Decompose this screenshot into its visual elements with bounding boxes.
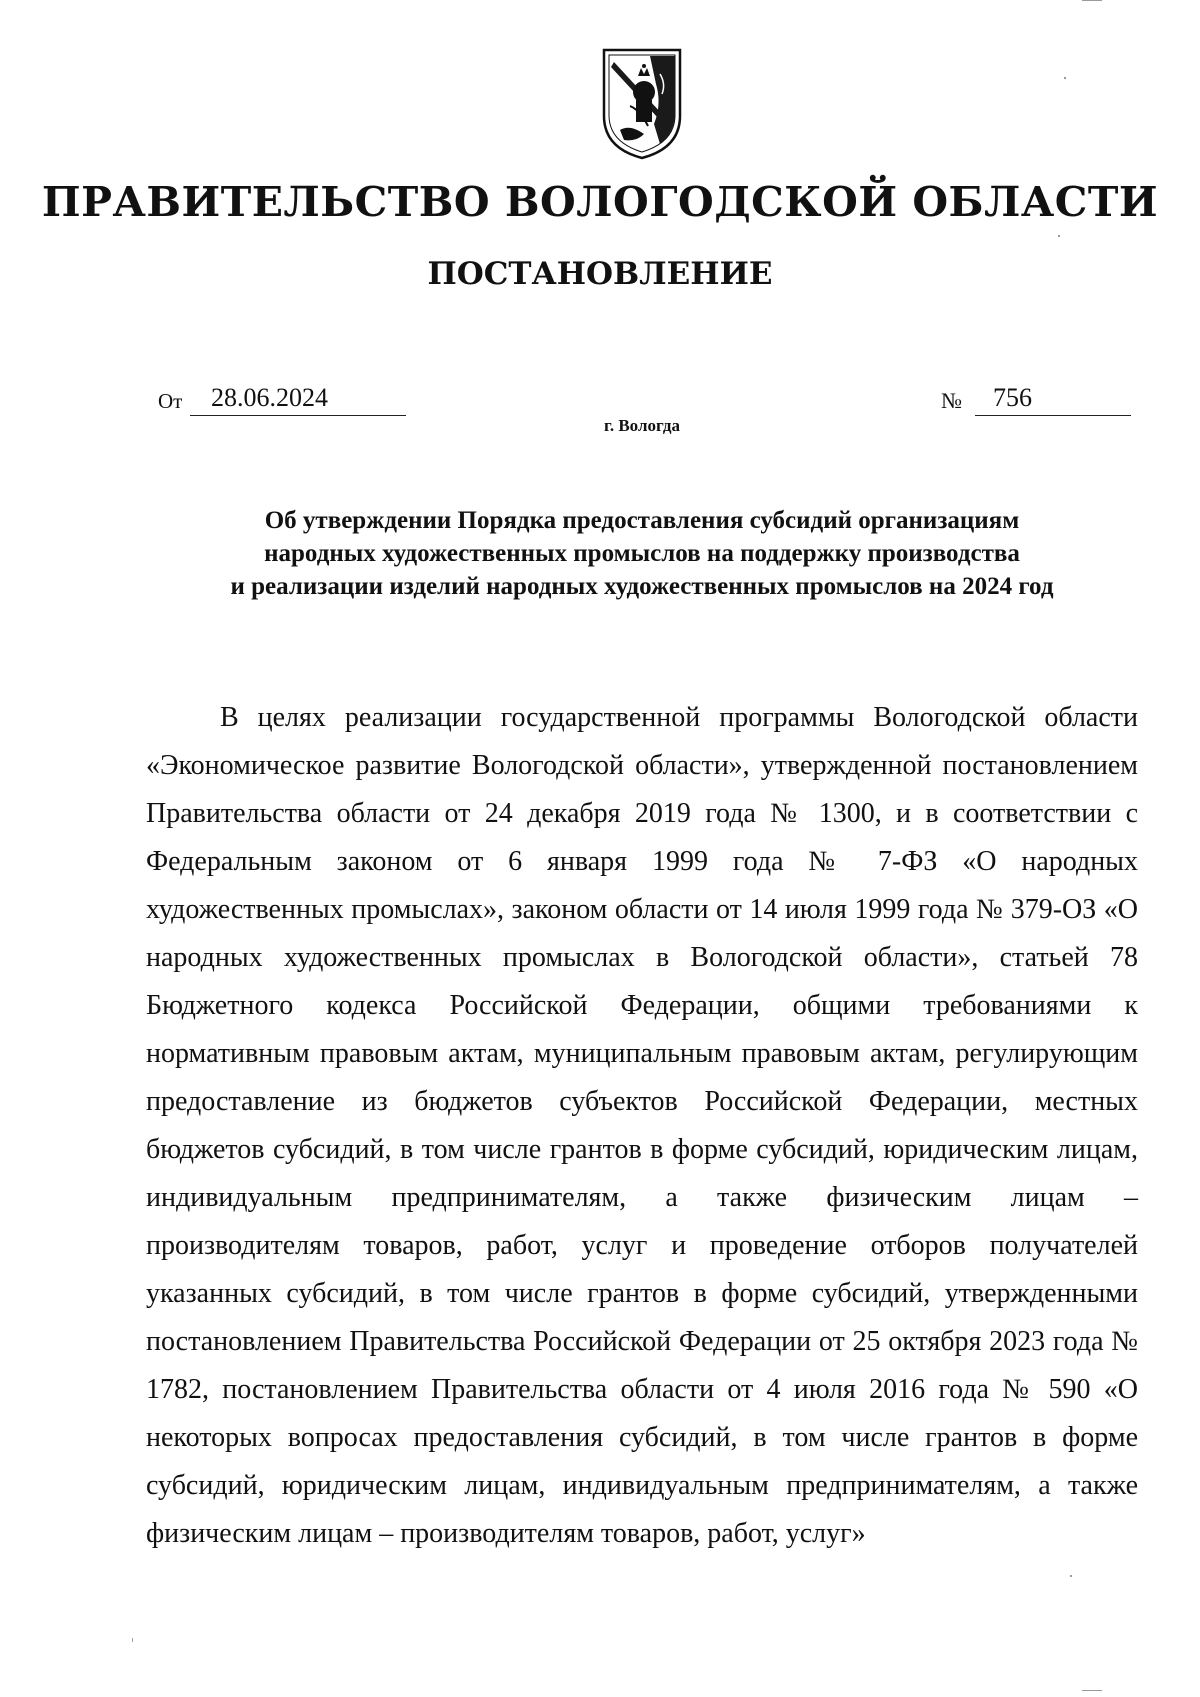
document-subject-heading (150, 504, 1134, 603)
subject-line-1: Об утверждении Порядка предоставления субсидий организациям (264, 507, 1020, 534)
document-number: 756 (993, 383, 1032, 412)
body-paragraph: В целях реализации государственной программы Вологодской области «Экономическое развитие Вологодской области», утвержденной постановлением Правительства области от 24 декабря 2019 года № 1300, и в соответствии с Федеральным законом от 6 января 1999 года № 7-ФЗ «О народных художественных промыслах», законом области от 14 июля 1999 года № 379-ОЗ «О народных художественных промыслах в Вологодской области», статьей 78 Бюджетного кодекса Российской Федерации, общими требованиями к нормативным правовым актам, муниципальным правовым актам, регулирующим предоставление из бюджетов субъектов Российской Федерации, местных бюджетов субсидий, в том числе грантов в форме субсидий, юридическим лицам, индивидуальным предпринимателям, а также физическим лицам – производителям товаров, работ, услуг и проведение отборов получателей указанных субсидий, в том числе грантов в форме субсидий, утвержденными постановлением Правительства Российской Федерации от 25 октября 2023 года № 1782, постановлением Правительства области от 4 июля 2016 года № 590 «О некоторых вопросах предоставления субсидий, в том числе грантов в форме субсидий, юридическим лицам, индивидуальным предпринимателям, а также физическим лицам – производителям товаров, работ, услуг» (146, 702, 1138, 1549)
subject-line-3: и реализации изделий народных художественных промыслов на 2024 год (230, 573, 1054, 600)
number-field (975, 383, 1131, 416)
city-label: г. Вологда (604, 416, 680, 435)
scan-speck (1082, 0, 1102, 1)
document-date: 28.06.2024 (211, 383, 328, 412)
coat-of-arms-icon (600, 44, 684, 162)
document-type-heading: ПОСТАНОВЛЕНИЕ (427, 256, 773, 292)
scan-speck (1058, 235, 1060, 237)
number-prefix-label: № (941, 388, 962, 413)
scan-speck (132, 1638, 133, 1642)
subject-line-2: народных художественных промыслов на поддержку производства (264, 540, 1020, 567)
organization-title: ПРАВИТЕЛЬСТВО ВОЛОГОДСКОЙ ОБЛАСТИ (41, 178, 1159, 226)
scan-speck (1082, 1690, 1102, 1691)
date-prefix-label: От (158, 389, 183, 413)
scan-speck (1070, 1575, 1072, 1577)
scan-speck (1064, 77, 1066, 79)
date-field (190, 383, 406, 416)
